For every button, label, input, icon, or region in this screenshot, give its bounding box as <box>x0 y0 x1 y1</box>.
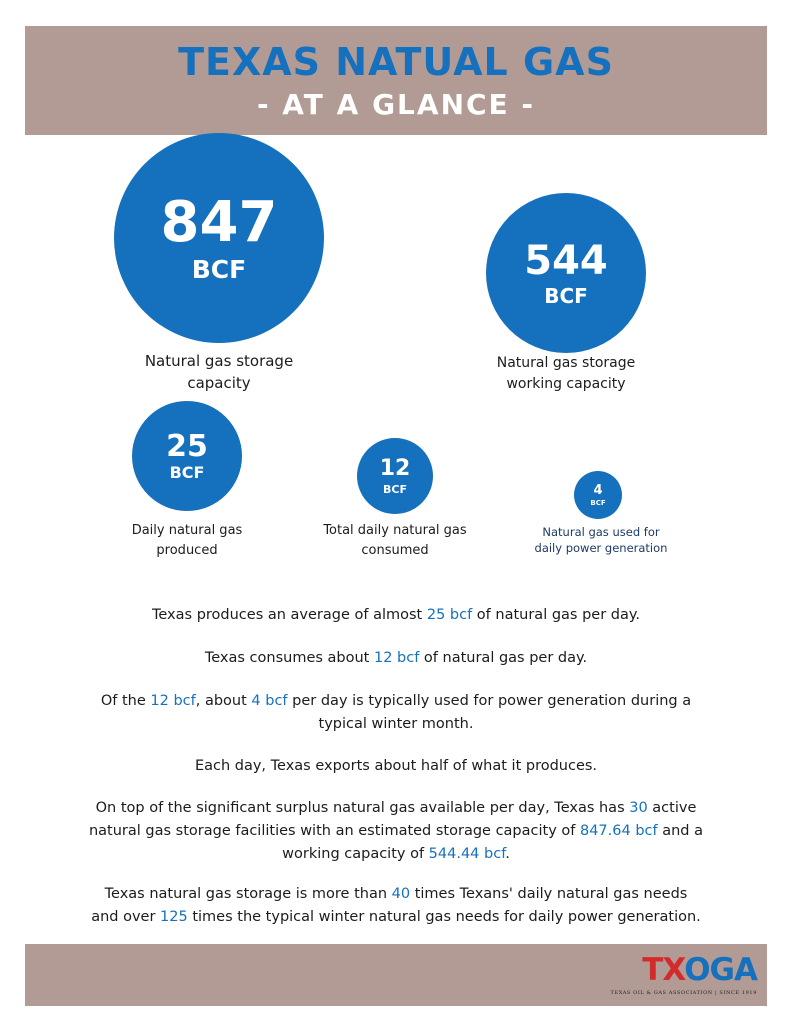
page-subtitle: - AT A GLANCE - <box>256 88 536 121</box>
text-run: times the typical winter natural gas needs for daily power generation. <box>187 909 701 925</box>
paragraph-consumption <box>50 647 742 670</box>
highlight-value: 12 bcf <box>150 693 196 709</box>
logo-oga: OGA <box>684 952 757 988</box>
paragraph-exports <box>50 755 742 778</box>
text-run: Each day, Texas exports about half of what it produces. <box>194 758 598 774</box>
text-line <box>50 906 742 929</box>
stat-caption-power-generation <box>516 524 686 556</box>
highlight-value: 544.44 bcf <box>428 846 506 862</box>
stat-value: 4 <box>593 482 603 498</box>
header-banner <box>25 26 767 135</box>
highlight-value: 125 <box>160 909 188 925</box>
paragraph-production <box>50 604 742 627</box>
stat-unit: BCF <box>383 482 407 496</box>
logo-tagline: TEXAS OIL & GAS ASSOCIATION | SINCE 1919 <box>610 990 757 996</box>
text-run: active <box>647 800 697 816</box>
stat-circle-working-capacity <box>486 193 646 353</box>
caption-line: Total daily natural gas <box>323 523 467 538</box>
txoga-logo <box>607 952 757 1000</box>
footer-banner <box>25 944 767 1006</box>
highlight-value: 12 bcf <box>373 650 420 666</box>
stat-unit: BCF <box>169 462 205 482</box>
stat-circle-daily-produced <box>132 401 242 511</box>
text-line <box>50 690 742 713</box>
text-run: of natural gas per day. <box>419 650 588 666</box>
text-run: Of the <box>100 693 151 709</box>
paragraph-storage-facilities <box>50 797 742 866</box>
text-run: . <box>505 846 510 862</box>
text-run: times Texans' daily natural gas needs <box>410 886 688 902</box>
stat-circle-power-generation <box>574 471 622 519</box>
text-run: natural gas storage facilities with an estimated storage capacity of <box>88 823 580 839</box>
stat-value: 25 <box>166 428 208 464</box>
highlight-value: 30 <box>629 800 648 816</box>
paragraph-storage-vs-needs <box>50 883 742 929</box>
text-line: typical winter month. <box>318 716 474 732</box>
text-run: and over <box>91 909 161 925</box>
page-title: TEXAS NATUAL GAS <box>178 40 614 84</box>
stat-caption-working-capacity <box>470 353 662 395</box>
caption-line: Natural gas storage <box>144 352 294 370</box>
text-line <box>50 820 742 843</box>
caption-line: capacity <box>187 374 251 392</box>
caption-line: Natural gas used for <box>542 525 660 539</box>
text-run: per day is typically used for power generation during a <box>287 693 692 709</box>
text-line <box>50 843 742 866</box>
stat-unit: BCF <box>544 283 588 308</box>
stat-value: 12 <box>379 455 411 481</box>
stat-unit: BCF <box>191 254 247 284</box>
text-run: On top of the significant surplus natural gas available per day, Texas has <box>95 800 630 816</box>
text-line <box>50 883 742 906</box>
stat-circle-daily-consumed <box>357 438 433 514</box>
stat-caption-daily-consumed <box>308 521 482 561</box>
caption-line: Daily natural gas <box>131 523 243 538</box>
stat-circle-storage-capacity <box>114 133 324 343</box>
stat-value: 847 <box>160 189 278 255</box>
paragraph-power-generation <box>50 690 742 736</box>
highlight-value: 40 <box>391 886 411 902</box>
highlight-value: 847.64 bcf <box>579 823 658 839</box>
text-line <box>50 797 742 820</box>
stat-unit: BCF <box>590 498 606 507</box>
logo-tx: TX <box>642 952 685 988</box>
stat-caption-storage-capacity <box>110 350 328 394</box>
stat-caption-daily-produced <box>110 521 264 561</box>
caption-line: produced <box>156 543 218 558</box>
text-run: Texas natural gas storage is more than <box>104 886 392 902</box>
highlight-value: 25 bcf <box>426 607 473 623</box>
highlight-value: 4 bcf <box>251 693 288 709</box>
caption-line: daily power generation <box>534 541 668 555</box>
text-run: Texas produces an average of almost <box>152 607 427 623</box>
text-run: Texas consumes about <box>204 650 374 666</box>
caption-line: consumed <box>361 543 429 558</box>
text-run: working capacity of <box>282 846 429 862</box>
text-run: of natural gas per day. <box>472 607 640 623</box>
caption-line: Natural gas storage <box>496 355 636 371</box>
text-run: , about <box>195 693 252 709</box>
logo-wordmark <box>642 952 757 988</box>
caption-line: working capacity <box>506 376 626 392</box>
text-run: and a <box>657 823 704 839</box>
stat-value: 544 <box>524 237 608 284</box>
